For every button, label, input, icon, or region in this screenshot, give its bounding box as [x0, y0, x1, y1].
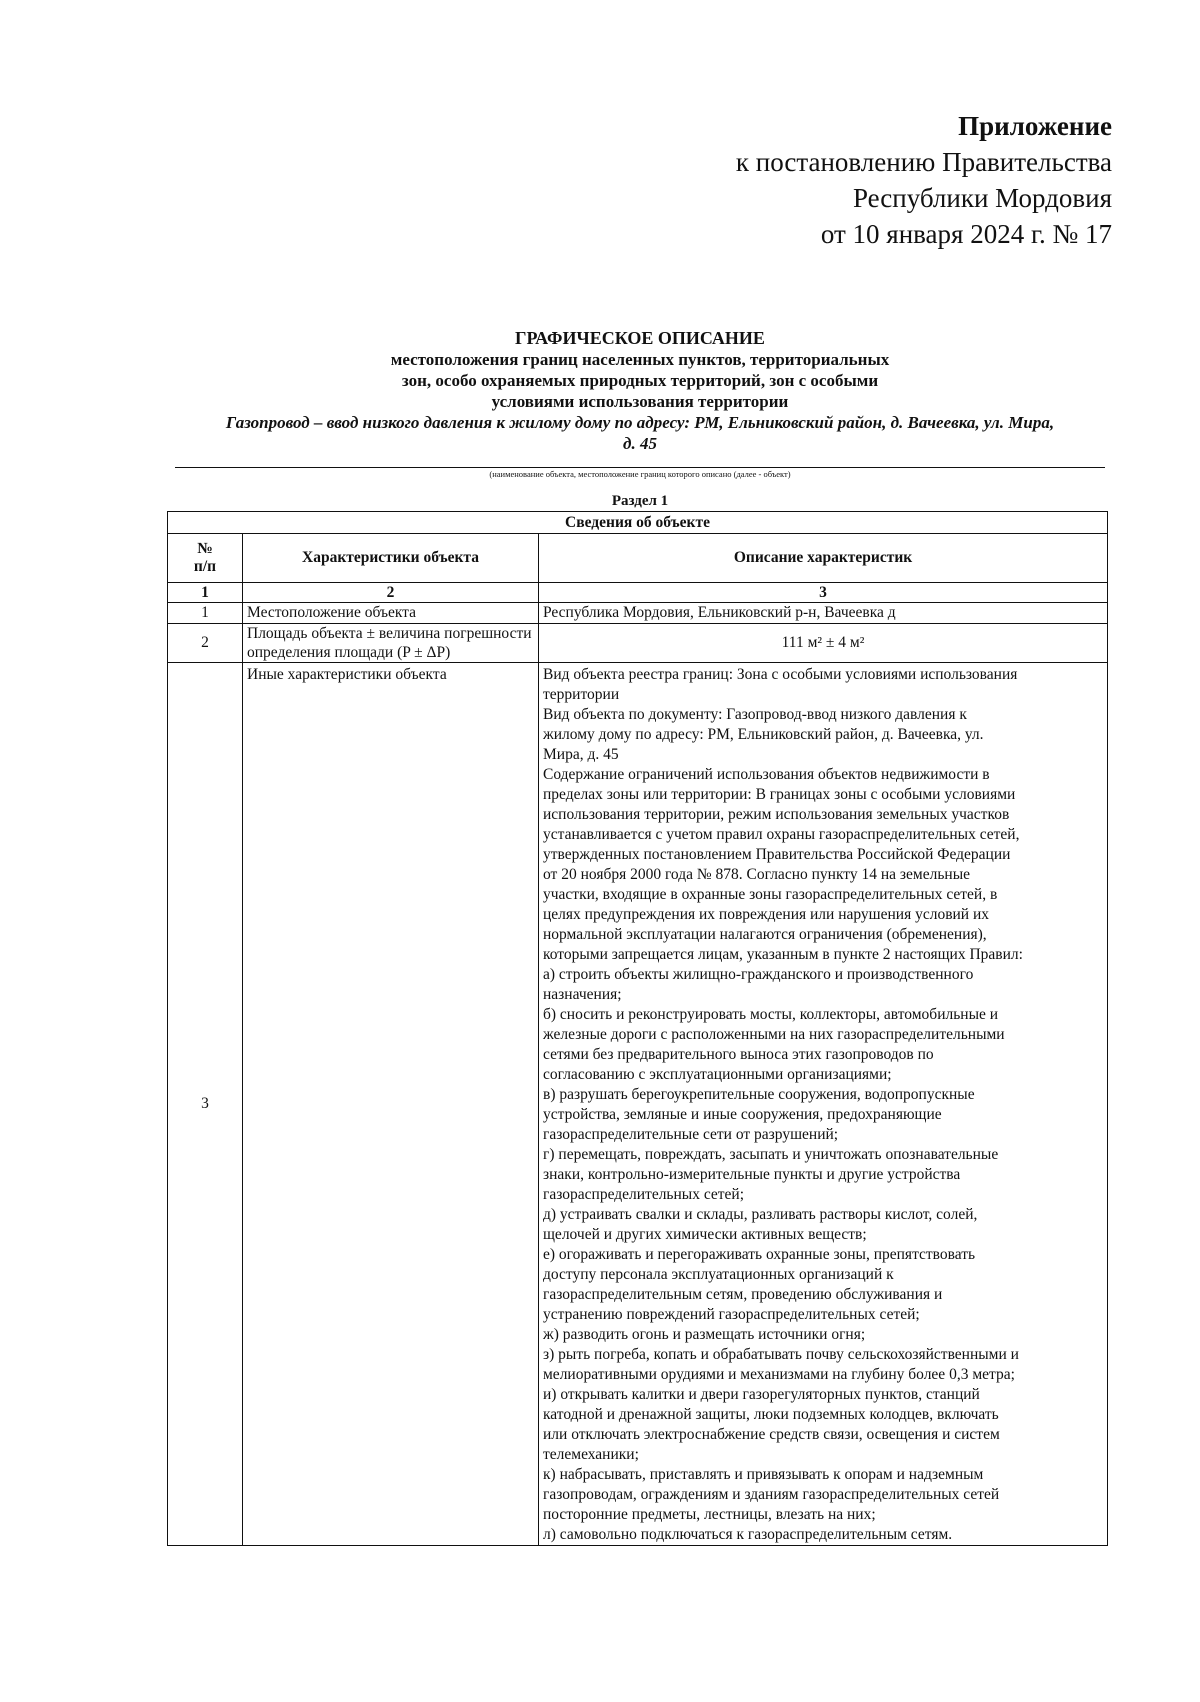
description-line: от 20 ноября 2000 года № 878. Согласно пункту 14 на земельные: [543, 866, 970, 883]
object-caption: (наименование объекта, местоположение границ которого описано (далее - объект): [489, 469, 791, 479]
appendix-block: [736, 108, 1112, 252]
object-underline: [175, 467, 1105, 468]
table-title-row: [168, 512, 1108, 534]
description-line: ж) разводить огонь и размещать источники огня;: [543, 1326, 866, 1343]
row-characteristic: Площадь объекта ± величина погрешности определения площади (P ± ΔP): [243, 624, 539, 663]
description-line: согласованию с эксплуатационными организациями;: [543, 1066, 892, 1083]
description-line: щелочей и других химически активных веществ;: [543, 1226, 867, 1243]
description-line: утвержденных постановлением Правительства Российской Федерации: [543, 846, 1011, 863]
description-line: г) перемещать, повреждать, засыпать и уничтожать опознавательные: [543, 1146, 999, 1163]
description-line: Вид объекта по документу: Газопровод-ввод низкого давления к: [543, 706, 967, 723]
row-number: 3: [168, 663, 243, 1546]
appendix-line-1: к постановлению Правительства: [735, 147, 1112, 177]
section-title: Раздел 1: [611, 493, 669, 509]
description-line: железные дороги с расположенными на них газораспределительными: [543, 1026, 1005, 1043]
description-line: пределах зоны или территории: В границах зоны с особыми условиями: [543, 786, 1016, 803]
description-line: устройства, земляные и иные сооружения, предохраняющие: [543, 1106, 942, 1123]
description-line: сетями без предварительного выноса этих газопроводов по: [543, 1046, 934, 1063]
description-line: газопроводам, ограждениям и зданиям газораспределительных сетей: [543, 1486, 1000, 1503]
row-number: 1: [168, 603, 243, 624]
object-name-line-2: д. 45: [623, 434, 657, 453]
description-line: посторонние предметы, лестницы, влезать на них;: [543, 1506, 876, 1523]
description-line: катодной и дренажной защиты, люки подземных колодцев, включать: [543, 1406, 999, 1423]
col-index-3: 3: [539, 583, 1108, 603]
description-line: Вид объекта реестра границ: Зона с особыми условиями использования: [543, 666, 1018, 683]
description-line: знаки, контрольно-измерительные пункты и другие устройства: [543, 1166, 961, 1183]
appendix-title: Приложение: [958, 111, 1112, 141]
document-heading: [175, 328, 1105, 454]
description-line: телемеханики;: [543, 1446, 639, 1463]
description-line: или отключать электроснабжение средств связи, освещения и систем: [543, 1426, 1000, 1443]
col-header-description: Описание характеристик: [539, 534, 1108, 583]
description-line: е) огораживать и перегораживать охранные зоны, препятствовать: [543, 1246, 976, 1263]
table-index-row: [168, 583, 1108, 603]
heading-line-1: местоположения границ населенных пунктов, территориальных: [390, 350, 890, 369]
col-index-2: 2: [243, 583, 539, 603]
table-title: Сведения об объекте: [168, 512, 1108, 534]
description-line: з) рыть погреба, копать и обрабатывать почву сельскохозяйственными и: [543, 1346, 1019, 1363]
row-characteristic: Местоположение объекта: [243, 603, 539, 624]
row-characteristic: Иные характеристики объекта: [243, 663, 539, 1546]
description-line: а) строить объекты жилищно-гражданского и производственного: [543, 966, 974, 983]
appendix-line-2: Республики Мордовия: [852, 183, 1112, 213]
heading-line-3: условиями использования территории: [491, 392, 789, 411]
description-line: которыми запрещается лицам, указанным в пункте 2 настоящих Правил:: [543, 946, 1023, 963]
description-line: к) набрасывать, приставлять и привязывать к опорам и надземным: [543, 1466, 984, 1483]
description-line: д) устраивать свалки и склады, разливать растворы кислот, солей,: [543, 1206, 978, 1223]
description-line: газораспределительные сети от разрушений;: [543, 1126, 839, 1143]
object-name-line-1: Газопровод – ввод низкого давления к жилому дому по адресу: РМ, Ельниковский район, д. Вачеевка, ул. Мира,: [225, 413, 1055, 432]
document-title: ГРАФИЧЕСКОЕ ОПИСАНИЕ: [515, 328, 765, 348]
description-line: доступу персонала эксплуатационных организаций к: [543, 1266, 894, 1283]
row-description: Республика Мордовия, Ельниковский р-н, Вачеевка д: [539, 603, 1108, 624]
description-line: газораспределительным сетям, проведению обслуживания и: [543, 1286, 943, 1303]
description-line: устранению повреждений газораспределительных сетей;: [543, 1306, 920, 1323]
col-header-characteristics: Характеристики объекта: [243, 534, 539, 583]
description-line: использования территории, режим использования земельных участков: [543, 806, 1010, 823]
row-description: 111 м² ± 4 м²: [539, 624, 1108, 663]
description-line: Содержание ограничений использования объектов недвижимости в: [543, 766, 990, 783]
description-line: участки, входящие в охранные зоны газораспределительных сетей, в: [543, 886, 998, 903]
col-index-1: 1: [168, 583, 243, 603]
row-number: 2: [168, 624, 243, 663]
col-header-no: № п/п: [168, 534, 243, 583]
description-line: л) самовольно подключаться к газораспределительным сетям.: [543, 1526, 953, 1543]
table-row: [168, 603, 1108, 624]
description-line: б) сносить и реконструировать мосты, коллекторы, автомобильные и: [543, 1006, 999, 1023]
description-line: мелиоративными орудиями и механизмами на глубину более 0,3 метра;: [543, 1366, 1015, 1383]
table-row: [168, 624, 1108, 663]
appendix-line-3: от 10 января 2024 г. № 17: [820, 219, 1112, 249]
description-line: целях предупреждения их повреждения или нарушения условий их: [543, 906, 990, 923]
row-description-restrictions: [539, 663, 1108, 1546]
description-line: и) открывать калитки и двери газорегуляторных пунктов, станций: [543, 1386, 980, 1403]
table-row: [168, 663, 1108, 1546]
description-line: газораспределительных сетей;: [543, 1186, 745, 1203]
description-line: нормальной эксплуатации налагаются ограничения (обременения),: [543, 926, 987, 943]
description-line: в) разрушать берегоукрепительные сооружения, водопропускные: [543, 1086, 975, 1103]
heading-line-2: зон, особо охраняемых природных территорий, зон с особыми: [401, 371, 879, 390]
object-info-table: [167, 511, 1108, 1546]
description-line: территории: [543, 686, 620, 703]
description-line: жилому дому по адресу: РМ, Ельниковский район, д. Вачеевка, ул.: [543, 726, 984, 743]
description-line: назначения;: [543, 986, 622, 1003]
table-header-row: [168, 534, 1108, 583]
description-line: устанавливается с учетом правил охраны газораспределительных сетей,: [543, 826, 1020, 843]
description-line: Мира, д. 45: [543, 746, 619, 763]
